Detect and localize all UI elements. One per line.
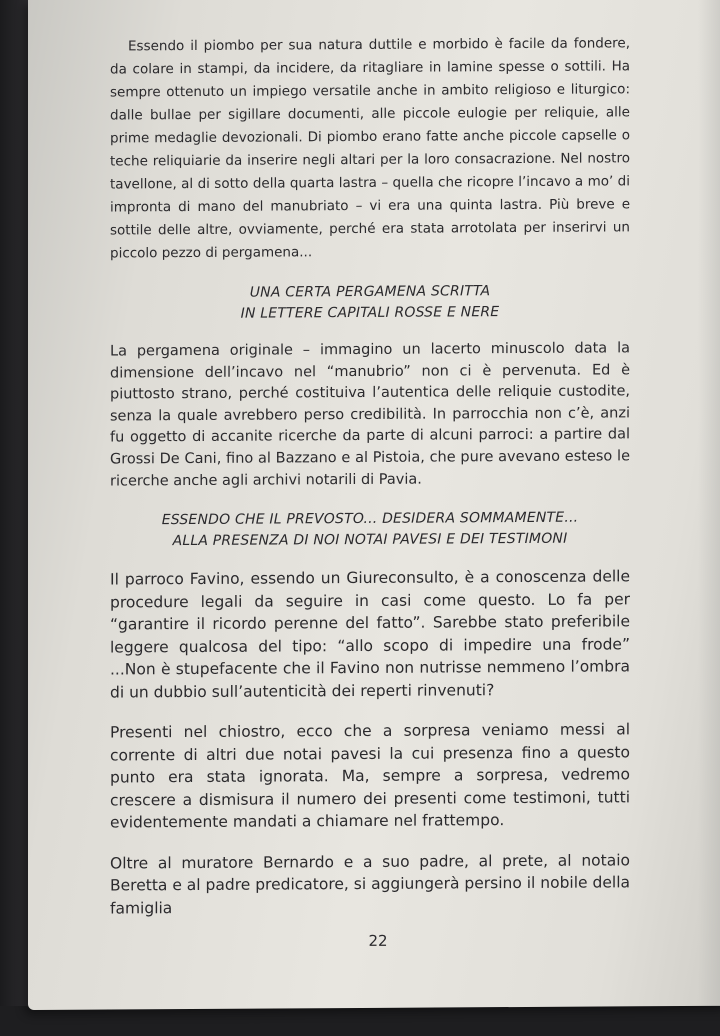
section-heading-2-line-1: ESSENDO CHE IL PREVOSTO... DESIDERA SOMMAMENTE... (161, 509, 579, 529)
paragraph-5: Oltre al muratore Bernardo e a suo padre, al prete, al notaio Beretta e al padre predicatore, si aggiungerà persino il nobile della famiglia (110, 850, 630, 918)
section-heading-2-line-2: ALLA PRESENZA DI NOI NOTAI PAVESI E DEI TESTIMONI (172, 530, 568, 550)
paragraph-1: Essendo il piombo per sua natura duttile e morbido è facile da fondere, da colare in stampi, da incidere, da ritagliare in lamine spesse o sottili. Ha sempre ottenuto un impiego versatile anche in ambito religioso e liturgico: dalle bullae per sigillare documenti, alle piccole eulogie per reliquie, alle prime medaglie devozionali. Di piombo erano fatte anche piccole capselle o teche reliquiarie da inserire negli altari per la loro consacrazione. Nel nostro tavellone, al di sotto della quarta lastra – quella che ricopre l’incavo a mo’ di impronta di mano del manubriato – vi era una quinta lastra. Più breve e sottile delle altre, ovviamente, perché era stata arrotolata per inserirvi un piccolo pezzo di pergamena... (110, 35, 630, 262)
page-edge-shadow (698, 0, 720, 1006)
paragraph-3: Il parroco Favino, essendo un Giureconsulto, è a conoscenza delle procedure legali da seguire in casi come questo. Lo fa per “garantire il ricordo perenne del fatto”. Sarebbe stato preferibile leggere qualcosa del tipo: “allo scopo di impedire una frode” ...Non è stupefacente che il Favino non nutrisse nemmeno l’ombra di un dubbio sull’autenticità dei reperti rinvenuti? (110, 567, 630, 702)
section-heading-1 (110, 280, 630, 325)
book-page (28, 0, 720, 1010)
background-bottom (0, 1006, 720, 1036)
paragraph-2: La pergamena originale – immagino un lacerto minuscolo data la dimensione dell’incavo nel “manubrio” non ci è pervenuta. Ed è piuttosto strano, perché costituiva l’autentica delle reliquie custodite, senza la quale avrebbero perso credibilità. In parrocchia non c’è, anzi fu oggetto di accanite ricerche da parte di alcuni parroci: a partire dal Grossi De Cani, fino al Bazzano e al Pistoia, che pure avevano esteso le ricerche anche agli archivi notarili di Pavia. (110, 340, 630, 490)
section-heading-1-line-1: UNA CERTA PERGAMENA SCRITTA (249, 283, 491, 301)
page-number: 22 (368, 931, 388, 950)
paragraph-4: Presenti nel chiostro, ecco che a sorpresa veniamo messi al corrente di altri due notai pavesi la cui presenza fino a questo punto era stata ignorata. Ma, sempre a sorpresa, vedremo crescere a dismisura il numero dei presenti come testimoni, tutti evidentemente mandati a chiamare nel frattempo. (110, 720, 630, 832)
page-body (110, 32, 630, 937)
section-heading-2 (110, 507, 630, 552)
section-heading-1-line-2: IN LETTERE CAPITALI ROSSE E NERE (240, 304, 500, 322)
